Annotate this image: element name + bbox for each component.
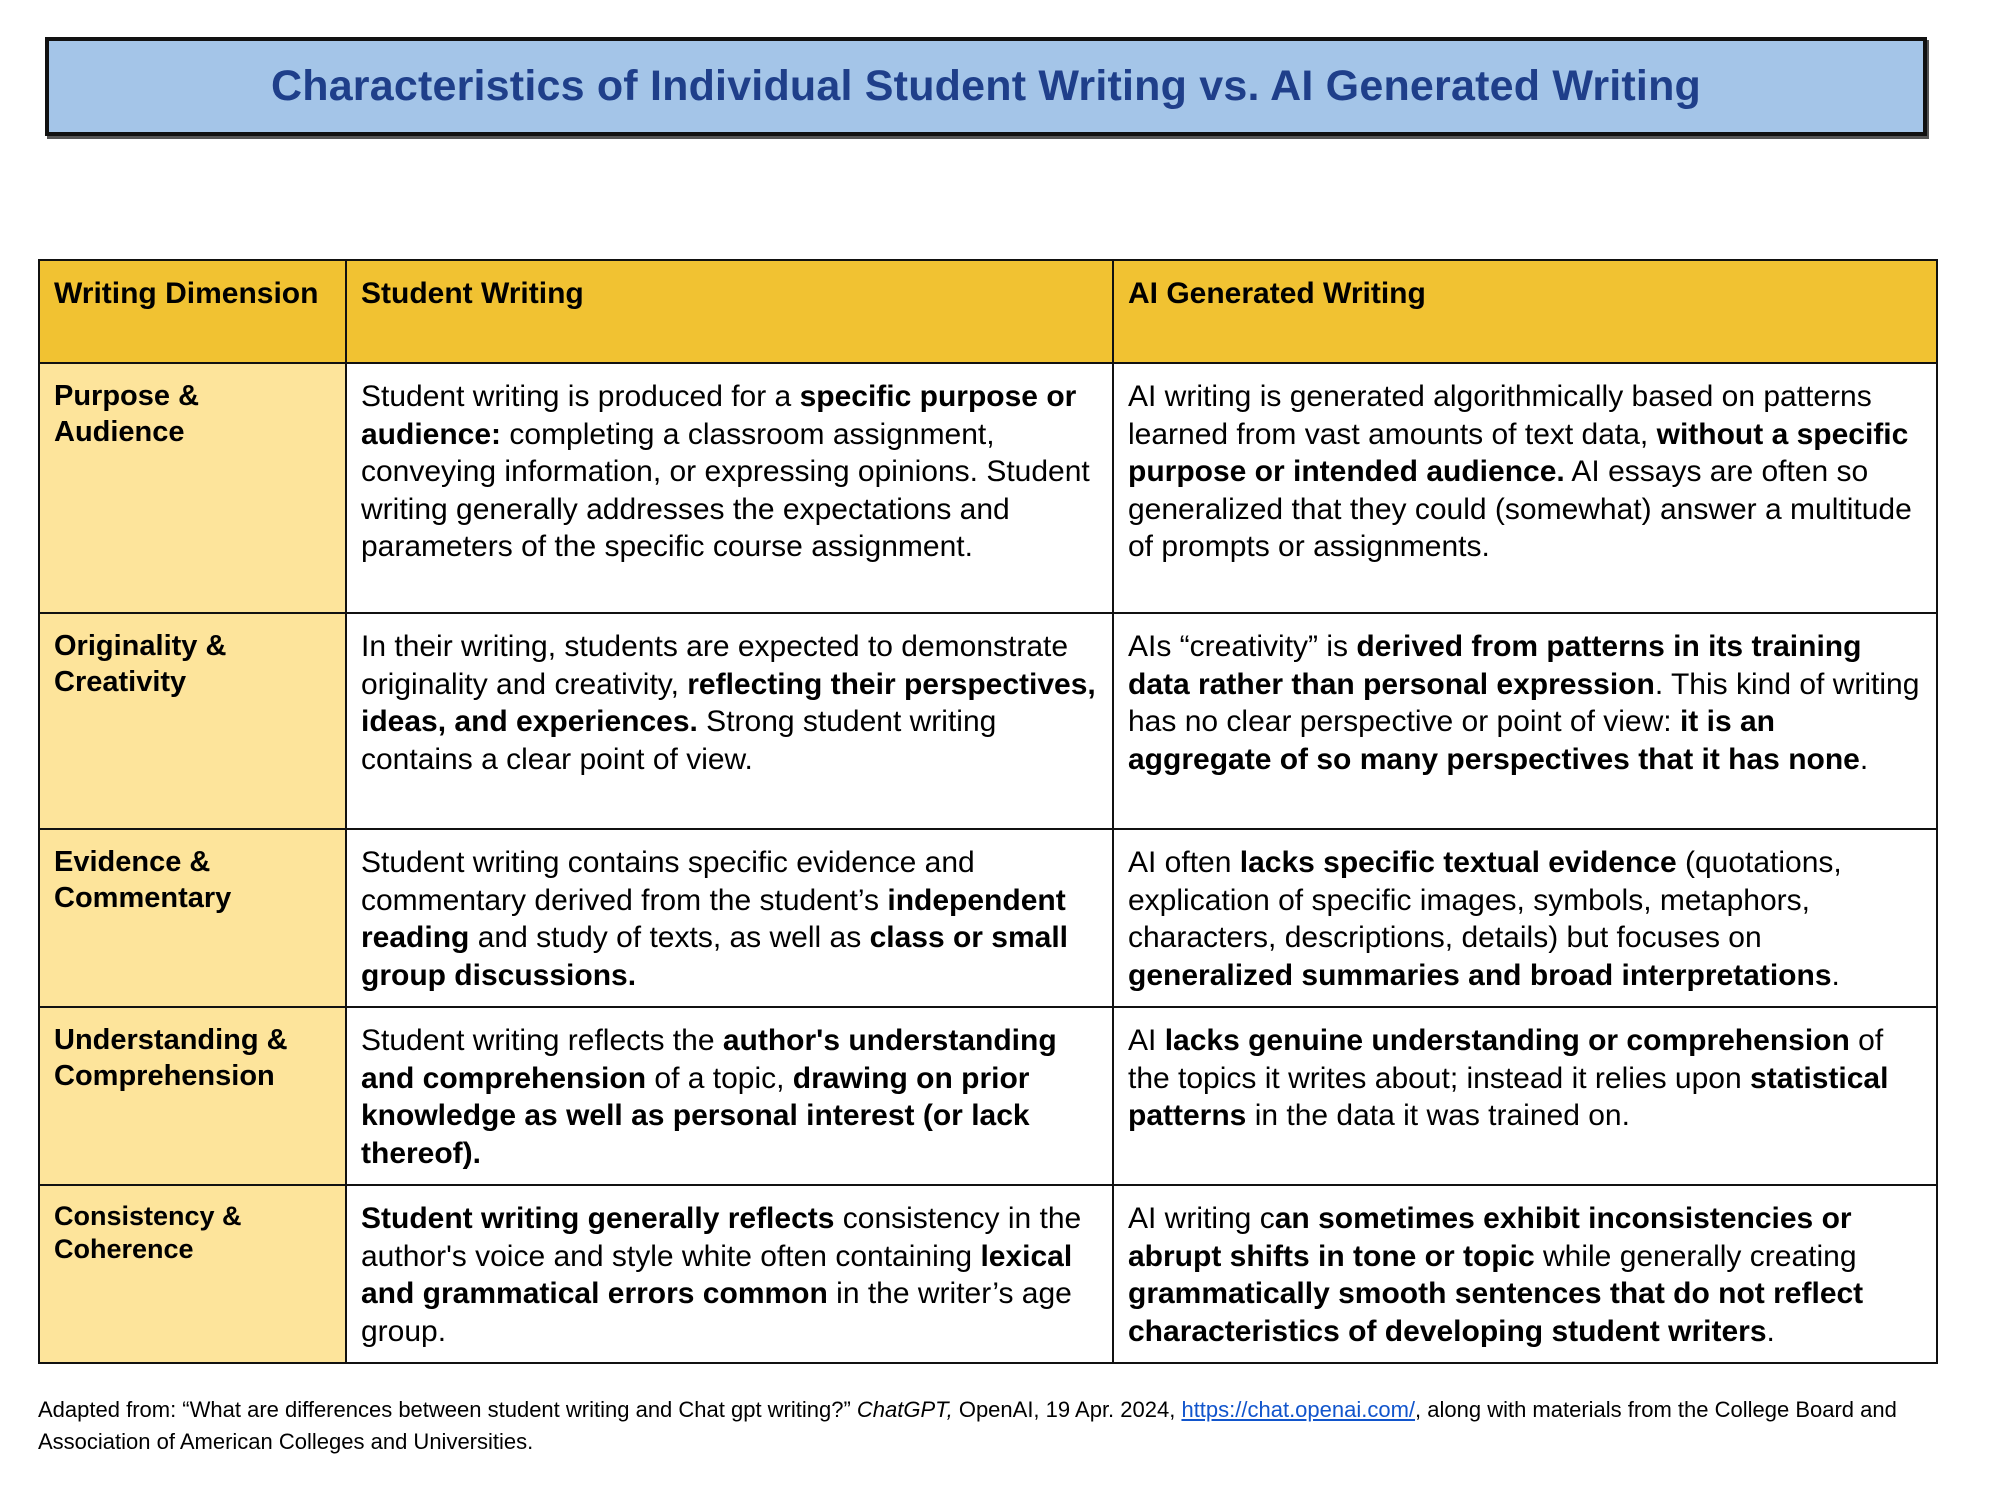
- comparison-table: [38, 259, 1938, 1364]
- body-text: Student writing is produced for a: [361, 380, 800, 413]
- body-text: AIs “creativity” is: [1128, 630, 1357, 663]
- body-text: of a topic,: [646, 1061, 793, 1095]
- table-row: [39, 1185, 1937, 1363]
- emphasis-text: grammatically smooth sentences that do not reflect characteristics of developing student writers: [1128, 1277, 1864, 1348]
- emphasis-text: specific purpose or audience:: [361, 380, 1077, 451]
- body-text: .: [1766, 1314, 1775, 1348]
- emphasis-text: lexical and grammatical errors common: [361, 1239, 1073, 1310]
- table-row: [39, 1007, 1937, 1185]
- student-writing-cell: [346, 363, 1113, 613]
- body-text: while generally creating: [1534, 1239, 1857, 1273]
- body-text: consistency in the author's voice and style white often containing: [361, 1202, 1082, 1273]
- body-text: AI essays are often so generalized that they could (somewhat) answer a multitude of prompts or assignments.: [1128, 455, 1912, 563]
- page-title: Characteristics of Individual Student Writing vs. AI Generated Writing: [270, 62, 1702, 110]
- table-row: [39, 829, 1937, 1007]
- emphasis-text: statistical patterns: [1128, 1061, 1889, 1132]
- body-text: .: [1859, 742, 1869, 776]
- citation-middle: OpenAI, 19 Apr. 2024,: [952, 1397, 1182, 1422]
- body-text: .: [1831, 958, 1840, 992]
- dimension-cell: Purpose & Audience: [39, 363, 346, 613]
- emphasis-text: derived from patterns in its training data rather than personal expression: [1128, 630, 1862, 701]
- header-writing-dimension: Writing Dimension: [39, 260, 346, 363]
- body-text: completing a classroom assignment, conveying information, or expressing opinions. Student writing generally addresses the expectations and parameters of the specific course assignment.: [361, 417, 1090, 563]
- dimension-cell: Understanding & Comprehension: [39, 1007, 346, 1185]
- dimension-cell: Consistency & Coherence: [39, 1185, 346, 1363]
- body-text: AI writing c: [1128, 1202, 1275, 1235]
- student-writing-cell: [346, 1007, 1113, 1185]
- body-text: Student writing reflects the: [361, 1024, 723, 1057]
- body-text: and study of texts, as well as: [469, 921, 870, 954]
- emphasis-text: generalized summaries and broad interpretations: [1128, 958, 1832, 992]
- body-text: AI often: [1128, 846, 1240, 879]
- emphasis-text: lacks specific textual evidence: [1239, 846, 1677, 879]
- student-writing-cell: [346, 613, 1113, 829]
- header-ai-writing: AI Generated Writing: [1113, 260, 1937, 363]
- citation-footer: [38, 1394, 1978, 1458]
- citation-prefix: Adapted from: “What are differences between student writing and Chat gpt writing?”: [38, 1397, 857, 1422]
- emphasis-text: drawing on prior knowledge as well as personal interest (or lack thereof).: [361, 1061, 1030, 1170]
- body-text: (quotations, explication of specific images, symbols, metaphors, characters, descriptions, details) but focuses on: [1128, 846, 1842, 954]
- body-text: AI: [1128, 1024, 1165, 1057]
- citation-source: ChatGPT,: [856, 1397, 953, 1422]
- emphasis-text: class or small group discussions.: [361, 921, 1069, 992]
- ai-writing-cell: [1113, 829, 1937, 1007]
- dimension-cell: Originality & Creativity: [39, 613, 346, 829]
- table-header-row: [39, 260, 1937, 363]
- emphasis-text: independent reading: [361, 883, 1066, 954]
- table-row: [39, 363, 1937, 613]
- ai-writing-cell: [1113, 1007, 1937, 1185]
- header-student-writing: Student Writing: [346, 260, 1113, 363]
- body-text: AI writing is generated algorithmically based on patterns learned from vast amounts of text data,: [1128, 380, 1872, 451]
- table-row: [39, 613, 1937, 829]
- emphasis-text: without a specific purpose or intended audience.: [1128, 417, 1909, 488]
- body-text: of the topics it writes about; instead it relies upon: [1128, 1024, 1884, 1095]
- body-text: Student writing contains specific evidence and commentary derived from the student’s: [361, 846, 975, 917]
- emphasis-text: an sometimes exhibit inconsistencies or abrupt shifts in tone or topic: [1128, 1202, 1852, 1273]
- emphasis-text: lacks genuine understanding or comprehension: [1164, 1024, 1850, 1057]
- ai-writing-cell: [1113, 1185, 1937, 1363]
- emphasis-text: author's understanding and comprehension: [361, 1024, 1057, 1095]
- body-text: in the data it was trained on.: [1246, 1099, 1630, 1132]
- emphasis-text: reflecting their perspectives, ideas, and experiences.: [361, 667, 1096, 738]
- title-banner: [45, 37, 1927, 136]
- emphasis-text: it is an aggregate of so many perspectives that it has none: [1128, 705, 1860, 776]
- body-text: Strong student writing contains a clear point of view.: [361, 705, 997, 776]
- body-text: in the writer’s age group.: [361, 1277, 1072, 1348]
- ai-writing-cell: [1113, 613, 1937, 829]
- body-text: In their writing, students are expected to demonstrate originality and creativity,: [361, 630, 1069, 701]
- citation-link[interactable]: https://chat.openai.com/: [1181, 1397, 1416, 1422]
- emphasis-text: Student writing generally reflects: [361, 1202, 835, 1235]
- body-text: . This kind of writing has no clear perspective or point of view:: [1128, 667, 1920, 738]
- dimension-cell: Evidence & Commentary: [39, 829, 346, 1007]
- citation-suffix: , along with materials from the College Board and Association of American Colleges and Universities.: [38, 1397, 1897, 1454]
- student-writing-cell: [346, 1185, 1113, 1363]
- ai-writing-cell: [1113, 363, 1937, 613]
- student-writing-cell: [346, 829, 1113, 1007]
